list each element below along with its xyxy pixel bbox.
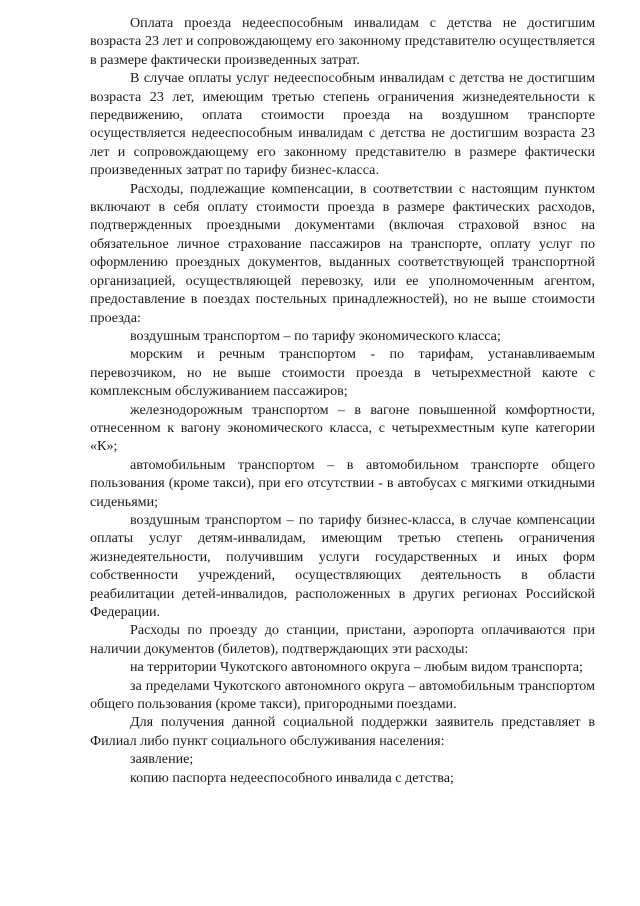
list-item-air-business: воздушным транспортом – по тарифу бизнес-класса, в случае компенсации оплаты услуг детям-инвалидам, имеющим третью степень ограничения жизнедеятельности, получившим услуги государственных и иных форм собственности учреждений, осуществляющих деятельность в области реабилитации детей-инвалидов, расположенных в других регионах Российской Федерации. (90, 511, 595, 620)
list-item-outside-okrug: за пределами Чукотского автономного округа – автомобильным транспортом общего пользования (кроме такси), пригородными поездами. (90, 677, 595, 713)
paragraph-station-travel: Расходы по проезду до станции, пристани, аэропорта оплачиваются при наличии документов (билетов), подтверждающих эти расходы: (90, 622, 595, 657)
list-item-air-economy: воздушным транспортом – по тарифу экономического класса; (130, 327, 501, 344)
list-item-sea-river: морским и речным транспортом - по тарифам, устанавливаемым перевозчиком, но не выше стоимости проезда в четырехместной каюте с комплексным обслуживанием пассажиров; (90, 346, 595, 400)
document-page (90, 14, 595, 787)
paragraph-air-business-class: В случае оплаты услуг недееспособным инвалидам с детства не достигшим возраста 23 лет, имеющим третью степень ограничения жизнедеятельности к передвижению, оплата стоимости проезда на воздушном транспорте осуществляется недееспособным инвалидам с детства не достигшим возраста 23 лет и сопровождающему его законному представителю в размере фактически произведенных затрат по тарифу бизнес-класса. (90, 70, 595, 179)
list-item-railway: железнодорожным транспортом – в вагоне повышенной комфортности, отнесенном к вагону экономического класса, с четырехместным купе категории «К»; (90, 401, 595, 455)
paragraph-payment-intro: Оплата проезда недееспособным инвалидам с детства не достигшим возраста 23 лет и сопровождающему его законному представителю осуществляется в размере фактически произведенных затрат. (90, 15, 595, 68)
paragraph-required-documents: Для получения данной социальной поддержки заявитель представляет в Филиал либо пункт социального обслуживания населения: (90, 714, 595, 749)
list-item-automobile: автомобильным транспортом – в автомобильном транспорте общего пользования (кроме такси), при его отсутствии - в автобусах с мягкими откидными сиденьями; (90, 456, 595, 510)
paragraph-compensated-expenses: Расходы, подлежащие компенсации, в соответствии с настоящим пунктом включают в себя оплату стоимости проезда в размере фактических расходов, подтвержденных проездными документами (включая страховой взнос на обязательное личное страхование пассажиров на транспорте, оплату услуг по оформлению проездных документов, выданных соответствующей транспортной организацией, осуществляющей перевозку, или ее уполномоченным агентом, предоставление в поездах постельных принадлежностей), но не выше стоимости проезда: (90, 180, 595, 326)
list-item-passport-copy: копию паспорта недееспособного инвалида с детства; (130, 769, 454, 786)
list-item-application: заявление; (130, 751, 194, 768)
list-item-inside-okrug: на территории Чукотского автономного округа – любым видом транспорта; (130, 659, 583, 676)
